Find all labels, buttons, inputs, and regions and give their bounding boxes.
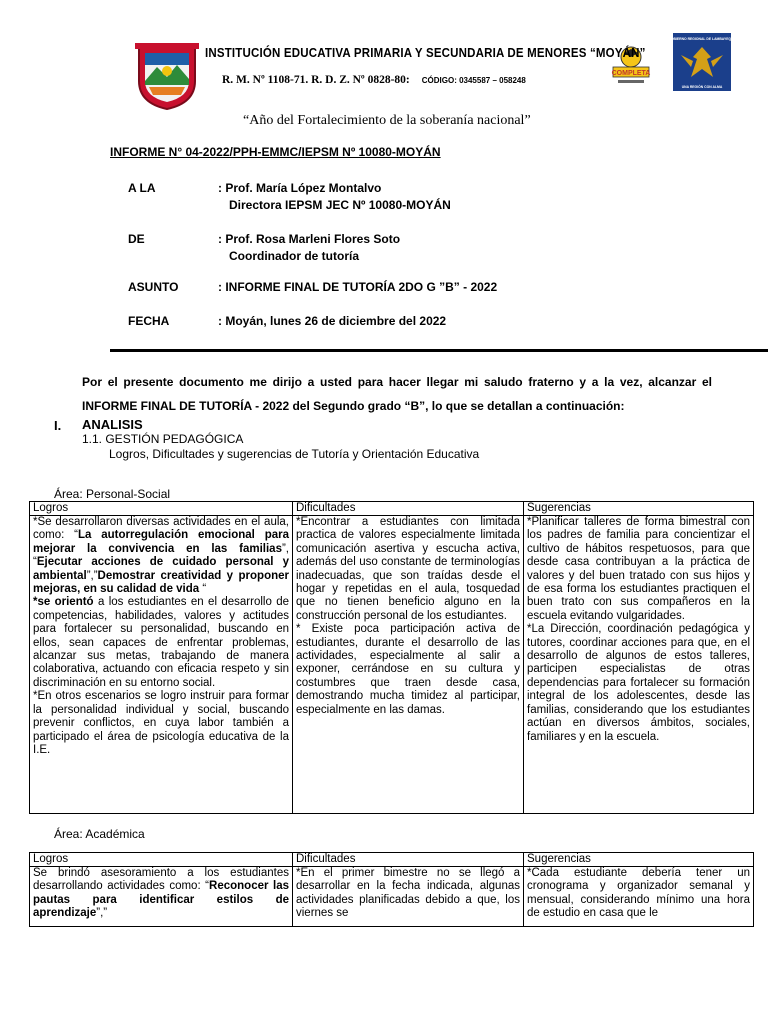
text-run-bold: La autorregulación emocional para mejorar la convivencia en las familias <box>33 529 290 555</box>
from-value: : Prof. Rosa Marleni Flores Soto <box>218 232 401 246</box>
text-run: ”,” <box>96 907 108 920</box>
school-crest-logo <box>133 41 201 111</box>
text-run: ”,” <box>86 569 98 582</box>
header-sugerencias: Sugerencias <box>524 853 754 867</box>
report-number: INFORME N° 04-2022/PPH-EMMC/IEPSM Nº 10080-MOYÁN <box>110 145 441 159</box>
date-label: FECHA <box>128 314 170 328</box>
to-title: Directora IEPSM JEC Nº 10080-MOYÁN <box>229 198 451 212</box>
text-run: ”, “ <box>33 542 289 569</box>
from-title: Coordinador de tutoría <box>229 249 359 263</box>
header-divider <box>110 349 768 352</box>
header-dificultades: Dificultades <box>293 502 524 516</box>
text-run-bold: Ejecutar acciones de cuidado personal y ambiental <box>33 556 289 582</box>
school-resolution-line <box>222 74 526 86</box>
text-run-bold: Demostrar creatividad y proponer mejoras, en su calidad de vida <box>33 569 289 596</box>
section-subtitle-detail: Logros, Dificultades y sugerencias de Tutoría y Orientación Educativa <box>109 447 480 461</box>
area-academica: Área: Académica <box>54 827 145 841</box>
table-row <box>30 516 754 814</box>
header-dificultades: Dificultades <box>293 853 524 867</box>
logo-mid-text: COMPLETA <box>611 70 651 77</box>
text-run: *Se desarrollaron diversas actividades en el aula, como: “ <box>33 516 289 542</box>
table-row <box>30 867 754 927</box>
logros-cell <box>30 867 293 927</box>
to-label: A LA <box>128 181 156 195</box>
table-header-row <box>30 853 754 867</box>
sugerencias-cell <box>524 516 754 814</box>
sugerencias-paragraph-2: *La Dirección, coordinación pedagógica y tutores, coordinar acciones para que, en el desarrollo de algunos de estos talleres, participen especialistas de otras dependencias para fortalecer su formación integral de los adolescentes, desde las familias, considerando que los estudiantes actúan en diversos ámbitos, sociales, familiares y en la escuela. <box>527 623 750 743</box>
academica-table <box>29 852 754 927</box>
sugerencias-cell: *Cada estudiante debería tener un cronograma y organizador semanal y mensual, considerando mínimo una hora de estudio en casa que le <box>524 867 754 927</box>
table-header-row <box>30 502 754 516</box>
section-title: ANALISIS <box>82 417 143 432</box>
header-logros: Logros <box>30 853 293 867</box>
logo-right-top-text: GOBIERNO REGIONAL DE LAMBAYEQUE <box>668 37 736 41</box>
logros-paragraph-3: *En otros escenarios se logro instruir para formar la personalidad individual y social, buscando prevenir conflictos, en cuya labor también a participado el área de psicología educativa de la I.E. <box>33 690 289 756</box>
school-code: CÓDIGO: 0345587 – 058248 <box>421 76 526 85</box>
personal-social-table <box>29 501 754 814</box>
year-motto: “Año del Fortalecimiento de la soberanía nacional” <box>243 113 531 128</box>
dificultades-cell <box>293 516 524 814</box>
intro-paragraph: Por el presente documento me dirijo a usted para hacer llegar mi saludo fraterno y a la vez, alcanzar el INFORME FINAL DE TUTORÍA - 2022 del Segundo grado “B”, lo que se detallan a continuación: <box>82 375 712 413</box>
text-run-bold: *se orientó <box>33 596 94 609</box>
subject-value: : INFORME FINAL DE TUTORÍA 2DO G ”B” - 2022 <box>218 280 498 294</box>
text-run: a los estudiantes en el desarrollo de competencias, habilidades, valores y actitudes para fortalecer su personalidad, buscando en ellos, sean capaces de enfrentar problemas, alcanzar sus metas, trabajando de manera colaborativa, actuando con eficacia respeto y sin discriminación en su entorno social. <box>33 596 289 689</box>
section-subtitle: 1.1. GESTIÓN PEDAGÓGICA <box>82 432 244 446</box>
sugerencias-paragraph-1: *Planificar talleres de forma bimestral con los padres de familia para concientizar el cultivo de hábitos respetuosos, para que desde casa contribuyan a la práctica de valores y del buen tratado con sus hijos y de esa forma los estudiantes practiquen el buen trato con sus compañeros en la escuela evitando vulgaridades. <box>527 516 750 622</box>
resolution-text: R. M. Nº 1108-71. R. D. Z. Nº 0828-80: <box>222 74 410 86</box>
subject-label: ASUNTO <box>128 280 179 294</box>
logros-paragraph-1 <box>33 516 289 596</box>
gobierno-regional-logo <box>668 33 736 91</box>
logo-right-bottom-text: UNA REGIÓN CON ALMA <box>681 85 723 89</box>
dificultades-paragraph-2: * Existe poca participación activa de estudiantes, durante el desarrollo de las actividades, especialmente al salir a exponer, cerrándose en su cultura y costumbres que traen desde casa, demostrando mucha timidez al participar, especialmente en las damas. <box>296 623 520 716</box>
header-logros: Logros <box>30 502 293 516</box>
from-label: DE <box>128 232 145 246</box>
text-run: “ <box>199 583 207 596</box>
date-value: : Moyán, lunes 26 de diciembre del 2022 <box>218 314 447 328</box>
logros-paragraph-2 <box>33 596 289 690</box>
logros-cell <box>30 516 293 814</box>
text-run-bold: Reconocer las pautas para identificar estilos de aprendizaje <box>33 880 290 920</box>
school-name: INSTITUCIÓN EDUCATIVA PRIMARIA Y SECUNDARIA DE MENORES “MOYÁN” <box>205 46 646 60</box>
area-personal-social: Área: Personal-Social <box>54 487 171 501</box>
dificultades-cell: *En el primer bimestre no se llegó a desarrollar en la fecha indicada, algunas actividades planificadas debido a que, los viernes se <box>293 867 524 927</box>
header-sugerencias: Sugerencias <box>524 502 754 516</box>
section-number: I. <box>54 418 62 433</box>
to-value: : Prof. María López Montalvo <box>218 181 382 195</box>
dificultades-paragraph-1: *Encontrar a estudiantes con limitada practica de valores especialmente limitada comunicación asertiva y escucha activa, además del uso constante de terminologías inadecuadas, que son traídas desde el hogar y repetidas en el aula, tosquedad que no tienen beneficio alguno en la construcción personal de los estudiantes. <box>296 516 520 622</box>
text-run: Se brindó asesoramiento a los estudiantes desarrollando actividades como: “ <box>33 867 289 893</box>
